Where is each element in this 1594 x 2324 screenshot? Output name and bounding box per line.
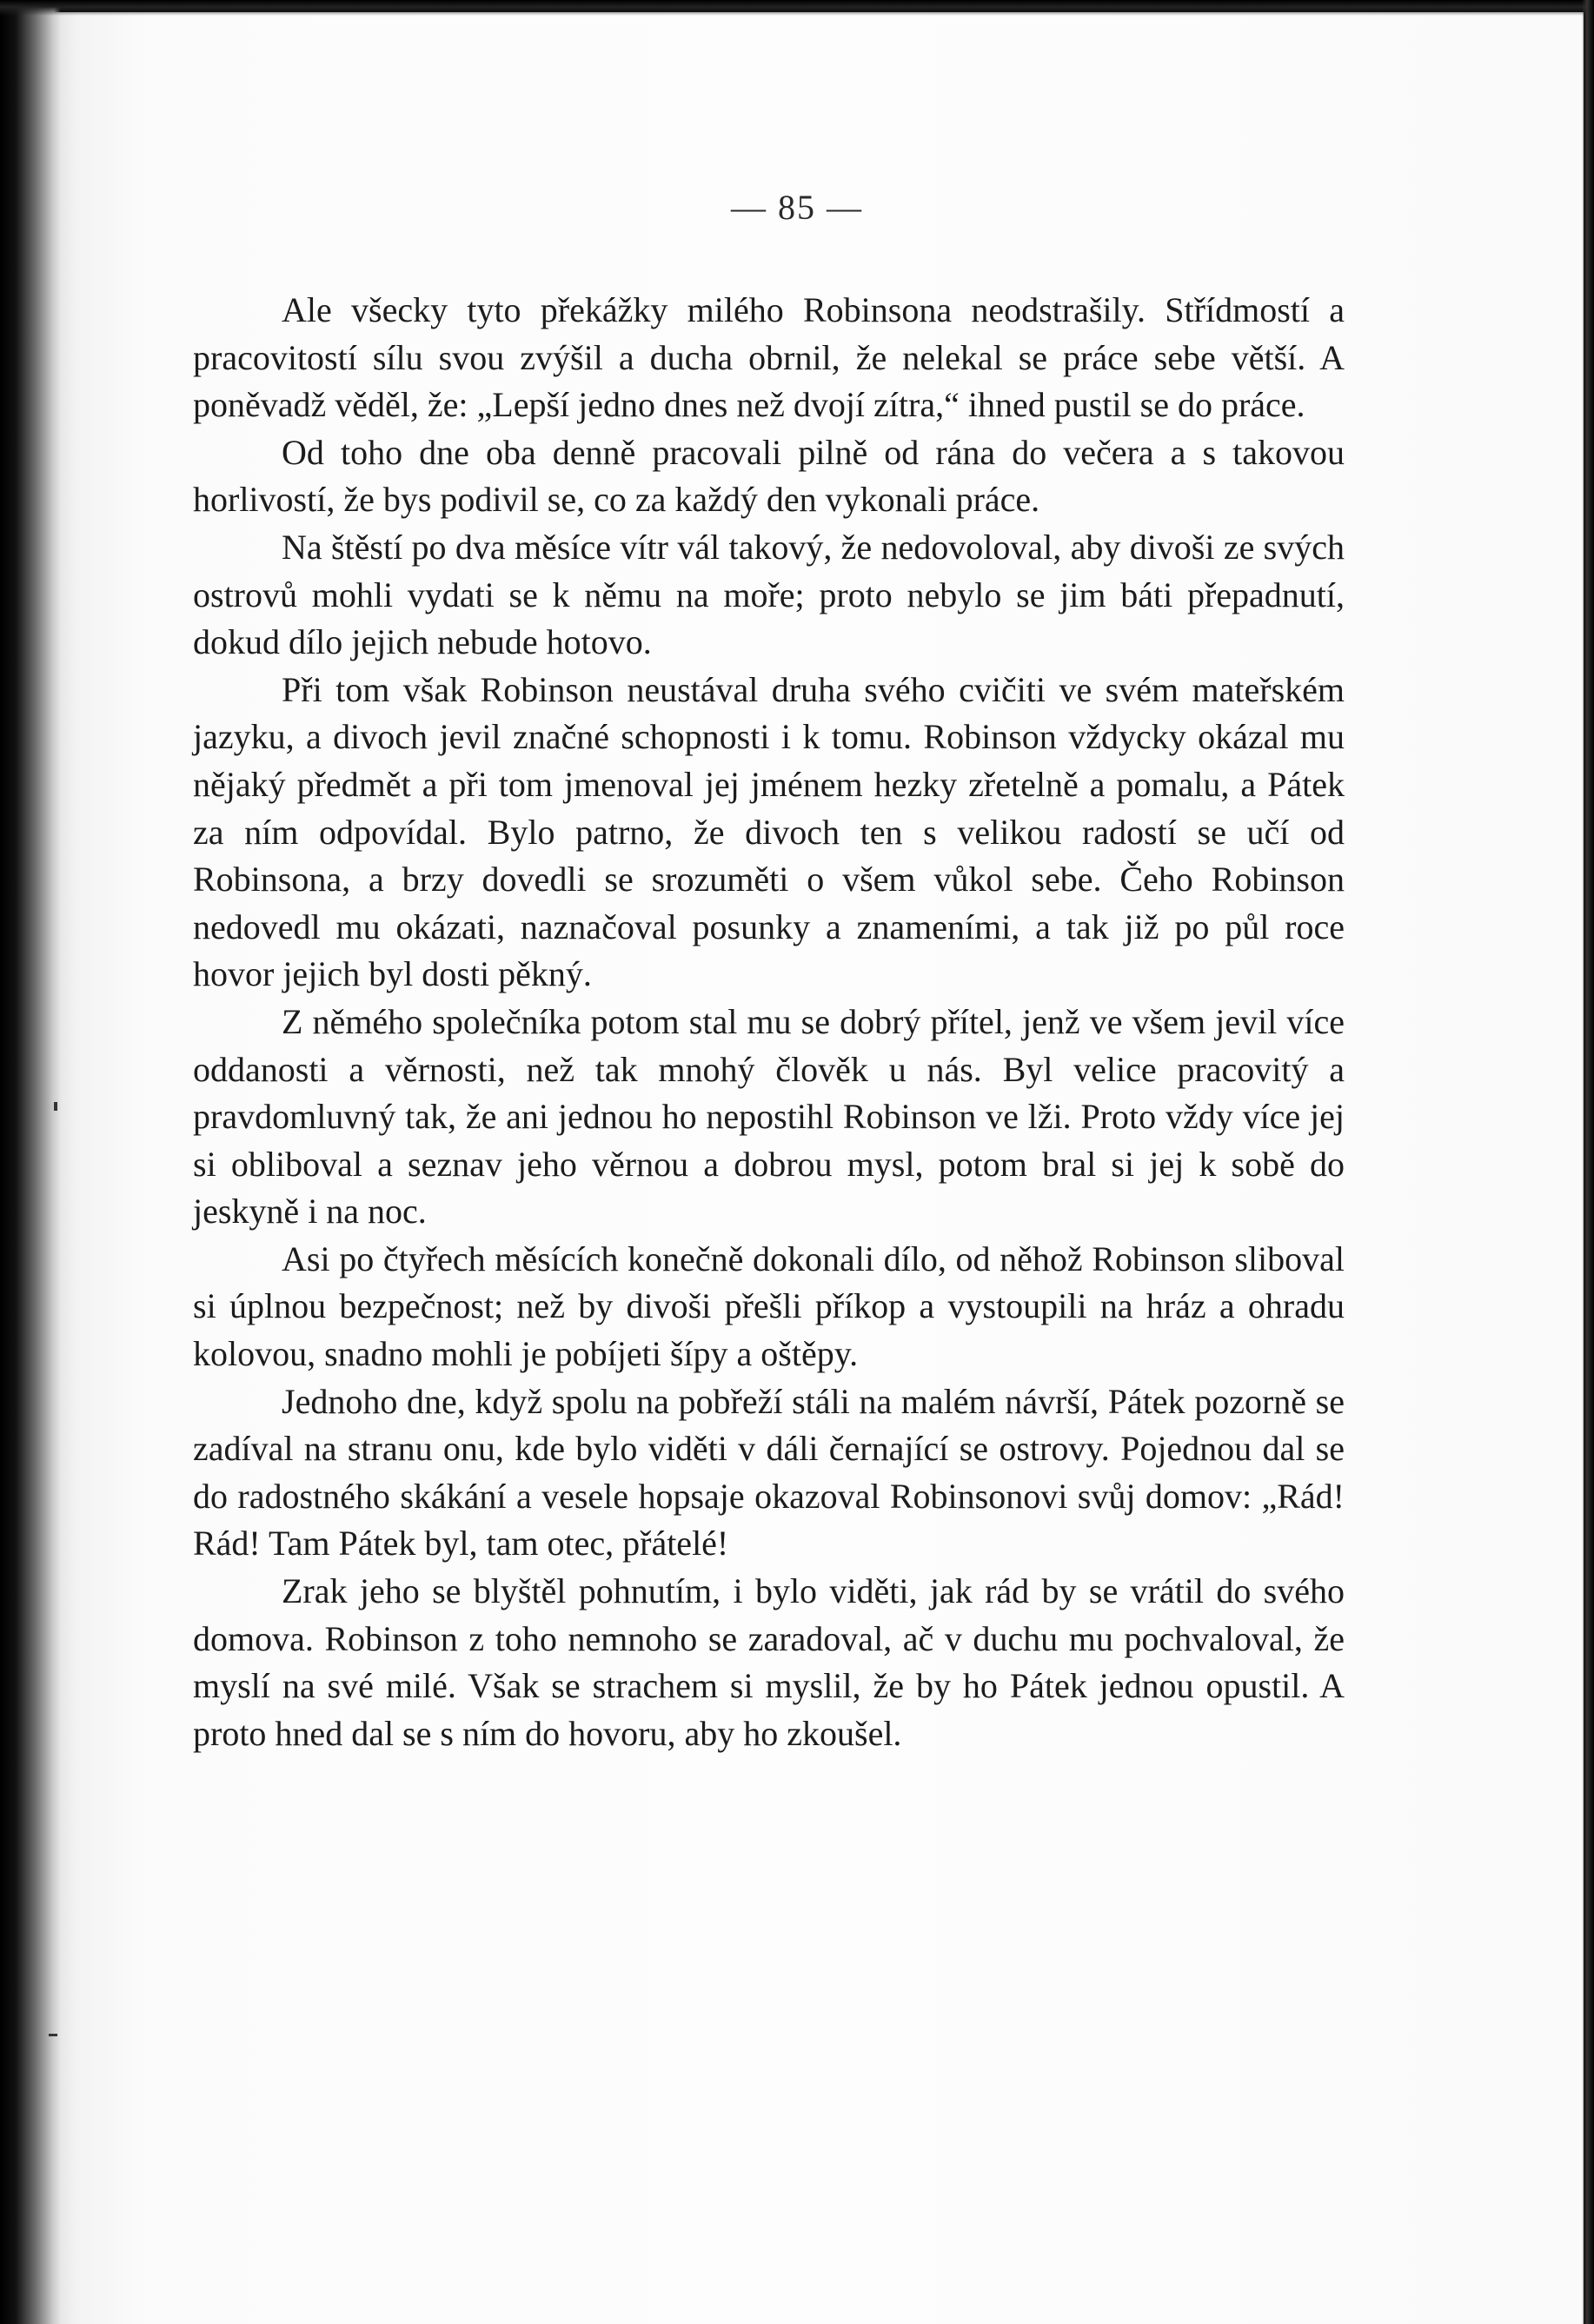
paragraph: Při tom však Robinson neustával druha svého cvičiti ve svém mateřském jazyku, a divoch jevil značné schopnosti i k tomu. Robinson vždycky okázal mu nějaký předmět a při tom jmenoval jej jménem hezky zřetelně a pomalu, a Pátek za ním odpovídal. Bylo patrno, že divoch ten s velikou radostí se učí od Robinsona, a brzy dovedli se srozuměti o všem vůkol sebe. Čeho Robinson nedovedl mu okázati, naznačoval posunky a znameními, a tak již po půl roce hovor jejich byl dosti pěkný. xyxy=(193,669,1345,994)
paragraph: Z němého společníka potom stal mu se dobrý přítel, jenž ve všem jevil více oddanosti a věrnosti, než tak mnohý člověk u nás. Byl velice pracovitý a pravdomluvný tak, že ani jednou ho nepostihl Robinson ve lži. Proto vždy více jej si obliboval a seznav jeho věrnou a dobrou mysl, potom bral si jej k sobě do jeskyně i na noc. xyxy=(193,1001,1345,1232)
page-number: — 85 — xyxy=(731,188,863,227)
paragraph: Jednoho dne, když spolu na pobřeží stáli na malém návrší, Pátek pozorně se zadíval na stranu onu, kde bylo viděti v dáli černající se ostrovy. Pojednou dal se do radostného skákání a vesele hopsaje okazoval Robinsonovi svůj domov: „Rád! Rád! Tam Pátek byl, tam otec, přátelé! xyxy=(193,1381,1345,1564)
binding-shadow xyxy=(0,0,61,2324)
scan-mark xyxy=(49,2034,57,2036)
paragraph: Asi po čtyřech měsících konečně dokonali dílo, od něhož Robinson sliboval si úplnou bezpečnost; než by divoši přešli příkop a vystoupili na hráz a ohradu kolovou, snadno mohli je pobíjeti šípy a oštěpy. xyxy=(193,1238,1345,1374)
paragraph: Na štěstí po dva měsíce vítr vál takový, že nedovoloval, aby divoši ze svých ostrovů mohli vydati se k němu na moře; proto nebylo se jim báti přepadnutí, dokud dílo jejich nebude hotovo. xyxy=(193,527,1345,662)
right-edge-shadow xyxy=(1582,0,1594,2324)
body-text xyxy=(193,287,1345,1757)
paragraph: Ale všecky tyto překážky milého Robinsona neodstrašily. Střídmostí a pracovitostí sílu svou zvýšil a ducha obrnil, že nelekal se práce sebe větší. A poněvadž věděl, že: „Lepší jedno dnes než dvojí zítra,“ ihned pustil se do práce. xyxy=(193,290,1345,425)
top-edge-shadow xyxy=(0,0,1594,16)
paragraph: Zrak jeho se blyštěl pohnutím, i bylo viděti, jak rád by se vrátil do svého domova. Robinson z toho nemnoho se zaradoval, ač v duchu mu pochvaloval, že myslí na své milé. Však se strachem si myslil, že by ho Pátek jednou opustil. A proto hned dal se s ním do hovoru, aby ho zkoušel. xyxy=(193,1571,1345,1753)
paragraph: Od toho dne oba denně pracovali pilně od rána do večera a s takovou horlivostí, že bys podivil se, co za každý den vykonali práce. xyxy=(193,432,1345,520)
scan-mark xyxy=(54,1102,57,1111)
